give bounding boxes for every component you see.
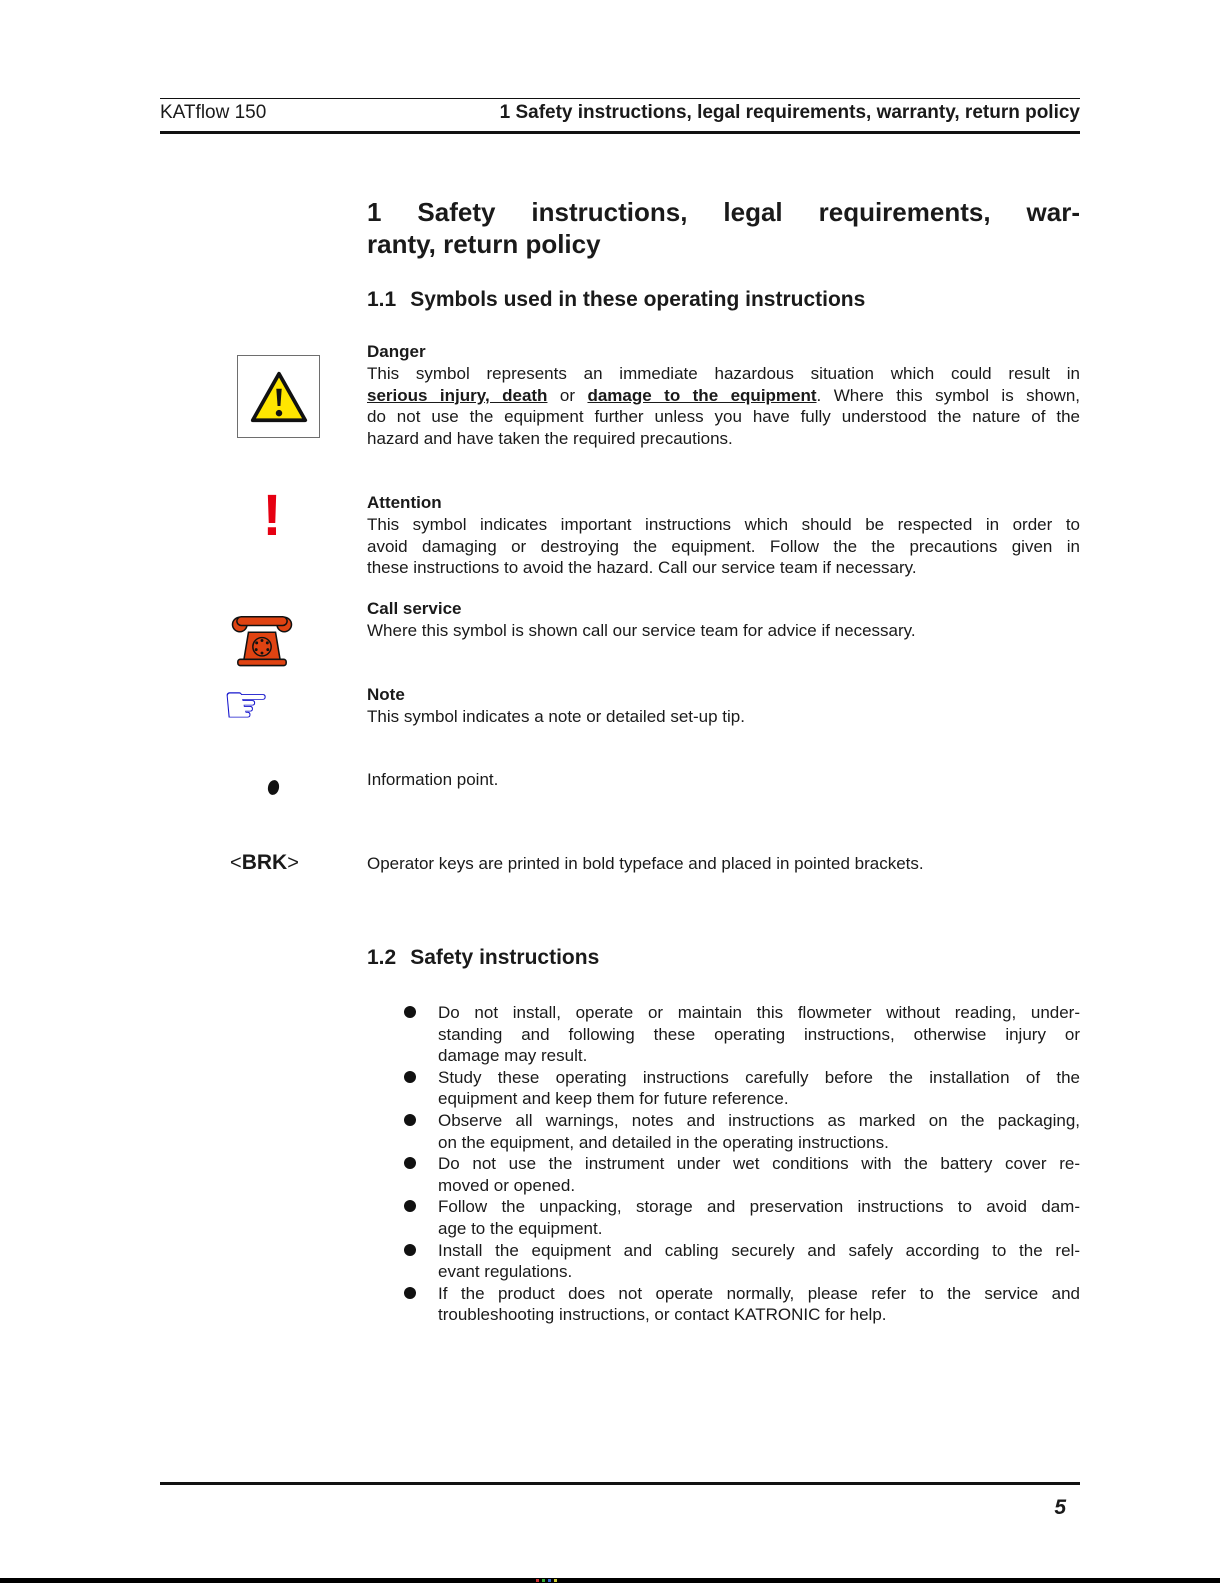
information-point-icon xyxy=(267,779,281,796)
bracket-close: > xyxy=(287,852,299,874)
page-number: 5 xyxy=(1054,1496,1066,1519)
note-body: This symbol indicates a note or detailed set-up tip. xyxy=(367,707,745,726)
list-item xyxy=(404,1153,1080,1196)
list-item-text: If the product does not operate normally, please refer to the service and troubleshooting instructions, or contact KATRONIC for help. xyxy=(438,1283,1080,1325)
list-item-text: Study these operating instructions carefully before the installation of the equipment and keep them for future reference. xyxy=(438,1067,1080,1109)
bullet-icon xyxy=(404,1240,438,1283)
danger-label: Danger xyxy=(367,342,426,361)
warning-triangle-icon xyxy=(249,369,309,425)
list-item xyxy=(404,1110,1080,1153)
list-item xyxy=(404,1283,1080,1326)
note-label: Note xyxy=(367,685,405,704)
bullet-icon xyxy=(404,1153,438,1196)
section-1-1-heading xyxy=(367,288,865,312)
list-item-text: Observe all warnings, notes and instructions as marked on the packaging, on the equipment, and detailed in the operating instructions. xyxy=(438,1110,1080,1152)
list-item-text: Install the equipment and cabling securely and safely according to the rel- evant regulations. xyxy=(438,1240,1080,1282)
list-item xyxy=(404,1240,1080,1283)
chapter-title: 1 Safety instructions, legal requirements, war- ranty, return policy xyxy=(367,197,1080,259)
header-chapter-title: 1 Safety instructions, legal requirements, warranty, return policy xyxy=(499,102,1080,123)
section-1-2-heading xyxy=(367,946,599,970)
bullet-icon xyxy=(404,1110,438,1153)
danger-symbol-box xyxy=(237,355,320,438)
bullet-icon xyxy=(404,1002,438,1067)
bullet-icon xyxy=(404,1283,438,1326)
information-point-body: Information point. xyxy=(367,770,499,789)
exclamation-icon: ! xyxy=(262,483,282,548)
footer-rule xyxy=(160,1482,1080,1485)
telephone-icon xyxy=(231,610,293,673)
section-title: Safety instructions xyxy=(410,946,600,969)
list-item-text: Do not install, operate or maintain this flowmeter without reading, under- standing and following these operating instructions, otherwise injury or damage may result. xyxy=(438,1003,1080,1066)
danger-body: This symbol represents an immediate hazardous situation which could result in serious injury, death or damage to the equipment. Where this symbol is shown, do not use the equipment further unless you have fully understood the nature of the hazard and have taken the required precautions. xyxy=(367,364,1080,448)
list-item xyxy=(404,1196,1080,1239)
bracket-open: < xyxy=(230,852,242,874)
attention-body: This symbol indicates important instructions which should be respected in order to avoid damaging or destroying the equipment. Follow the the precautions given in these instructions to avoid the hazard. Call our service team if necessary. xyxy=(367,515,1080,578)
list-item xyxy=(404,1067,1080,1110)
bullet-icon xyxy=(404,1067,438,1110)
safety-bullet-list xyxy=(404,1002,1080,1326)
bullet-icon xyxy=(404,1196,438,1239)
header-product-name: KATflow 150 xyxy=(160,102,267,123)
header-rule-bottom xyxy=(160,131,1080,134)
brk-key: BRK xyxy=(241,851,288,874)
call-service-label: Call service xyxy=(367,599,462,618)
section-number: 1.1 xyxy=(367,288,397,311)
list-item-text: Do not use the instrument under wet conditions with the battery cover re- moved or opened. xyxy=(438,1154,1080,1195)
brk-key-label xyxy=(230,851,299,875)
section-title: Symbols used in these operating instructions xyxy=(410,288,866,311)
call-service-body: Where this symbol is shown call our service team for advice if necessary. xyxy=(367,621,916,640)
list-item-text: Follow the unpacking, storage and preservation instructions to avoid dam- age to the equipment. xyxy=(438,1197,1080,1238)
attention-label: Attention xyxy=(367,493,442,512)
list-item xyxy=(404,1002,1080,1067)
pointing-hand-icon: ☞ xyxy=(222,673,271,736)
bottom-window-edge xyxy=(0,1578,1220,1583)
section-number: 1.2 xyxy=(367,946,397,969)
header-rule-top xyxy=(160,98,1080,99)
operator-keys-body: Operator keys are printed in bold typeface and placed in pointed brackets. xyxy=(367,854,924,873)
